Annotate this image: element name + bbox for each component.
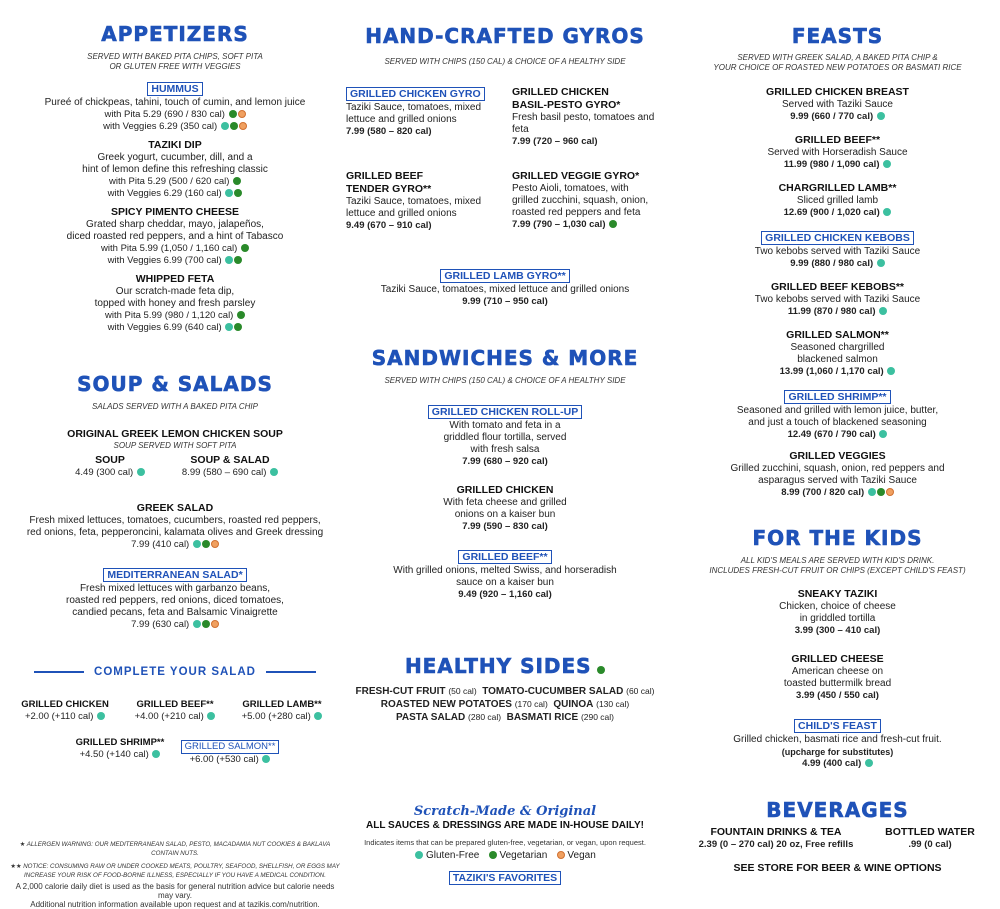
feast-beef-kebobs-desc: Two kebobs served with Taziki Sauce [754,294,921,305]
whipped-feta-name: WHIPPED FETA [135,273,215,285]
legend-v: Vegetarian [499,850,548,861]
addon-chicken-name: GRILLED CHICKEN [21,699,109,710]
soup-salads-title: SOUP & SALADS [77,372,273,396]
gyro-veggie-desc: Pesto Aioli, tomatoes, with [512,183,629,194]
rollup-desc-3: with fresh salsa [470,444,540,455]
med-salad-desc-3: candied pecans, feta and Balsamic Vinaigrette [72,607,278,618]
sandwiches-title: SANDWICHES & MORE [371,346,639,370]
scratch-script: Scratch-Made & Original [413,804,597,819]
gluten-free-icon [221,122,229,130]
vegetarian-icon [234,256,242,264]
kids-feast-desc: Grilled chicken, basmati rice and fresh-cut fruit. [733,734,942,745]
soup-salads-section [10,372,340,631]
gyro-pesto-name: GRILLED CHICKEN [512,86,609,98]
beverages-section [680,798,995,874]
pimento-name: SPICY PIMENTO CHEESE [111,206,239,218]
side-fruit: FRESH-CUT FRUIT [355,686,446,697]
kids-subtitle-2: INCLUDES FRESH-CUT FRUIT OR CHIPS (EXCEPT CHILD'S FEAST) [709,566,966,575]
soup-salad-price: 8.99 (580 – 690 cal) [181,467,267,478]
side-potatoes-cal: (170 cal) [514,699,548,709]
vegetarian-icon [597,666,605,674]
pimento-desc-2: diced roasted red peppers, and a hint of Tabasco [66,231,284,242]
soup-price: 4.49 (300 cal) [75,467,134,478]
whipped-feta-desc: Our scratch-made feta dip, [115,286,235,297]
healthy-sides-title: HEALTHY SIDES [404,654,592,678]
sandwich-beef-price: 9.49 (920 – 1,160 cal) [458,589,552,600]
gluten-free-icon [415,851,423,859]
gluten-free-icon [877,259,885,267]
kids-sneaky-desc: Chicken, choice of cheese [779,601,896,612]
gyro-veggie [512,170,672,231]
greek-salad-desc-2: red onions, feta, pepperoncini, kalamata olives and Greek dressing [26,527,324,538]
gluten-free-icon [207,712,215,720]
gyro-beef-desc: Taziki Sauce, tomatoes, mixed [346,196,482,207]
feta-price-veggies: with Veggies 6.99 (640 cal) [107,322,222,333]
gyro-veggie-name: GRILLED VEGGIE GYRO* [512,170,640,182]
addon-shrimp-price: +4.50 (+140 cal) [79,749,149,760]
feast-veggies-desc-2: asparagus served with Taziki Sauce [758,475,917,486]
gyro-beef-name: GRILLED BEEF [346,170,424,182]
feast-kebobs-price: 9.99 (880 / 980 cal) [790,258,874,269]
gyro-veggie-desc-3: roasted red peppers and feta [512,207,641,218]
vegan-icon [211,620,219,628]
taziki-dip-desc-2: hint of lemon define this refreshing classic [82,164,268,175]
water-price: .99 (0 cal) [908,839,952,850]
kids-sneaky-name: SNEAKY TAZIKI [797,588,878,600]
healthy-sides-section [340,654,670,724]
kids-title: FOR THE KIDS [752,526,923,550]
greek-salad-desc: Fresh mixed lettuces, tomatoes, cucumbers, roasted red peppers, [29,515,321,526]
appetizers-title: APPETIZERS [101,22,249,46]
feast-salmon-desc-2: blackened salmon [797,354,878,365]
kids-cheese-desc: American cheese on [791,666,884,677]
feast-beef-price: 11.99 (980 / 1,090 cal) [783,159,880,170]
feasts-subtitle-2: YOUR CHOICE OF ROASTED NEW POTATOES OR BASMATI RICE [713,63,962,72]
gyro-veggie-price: 7.99 (790 – 1,030 cal) [512,219,606,230]
pimento-price-veggies: with Veggies 6.99 (700 cal) [107,255,222,266]
med-salad-desc: Fresh mixed lettuces with garbanzo beans, [79,583,271,594]
hummus-name: HUMMUS [147,82,202,96]
feast-beef-kebobs-price: 11.99 (870 / 980 cal) [787,306,876,317]
gyro-chicken-name: GRILLED CHICKEN GYRO [346,87,485,101]
notice-note: ★★ NOTICE: CONSUMING RAW OR UNDER COOKED MEATS, POULTRY, SEAFOOD, SHELLFISH, OR EGGS MAY [10,863,340,870]
notice-note-2: INCREASE YOUR RISK OF FOOD-BORNE ILLNESS, ESPECIALLY IF YOU HAVE A MEDICAL CONDITION. [24,872,326,879]
fountain-name: FOUNTAIN DRINKS & TEA [710,826,842,838]
addon-salmon-name: GRILLED SALMON** [181,740,280,754]
feast-lamb-desc: Sliced grilled lamb [796,195,879,206]
kids-cheese-name: GRILLED CHEESE [791,653,884,665]
gyro-veggie-desc-2: grilled zucchini, squash, onion, [512,195,649,206]
lemon-soup-sub: SOUP SERVED WITH SOFT PITA [113,441,237,450]
gyro-lamb-name: GRILLED LAMB GYRO** [440,269,569,283]
scratch-line: ALL SAUCES & DRESSINGS ARE MADE IN-HOUSE DAILY! [366,820,644,831]
sandwiches-subtitle: SERVED WITH CHIPS (150 CAL) & CHOICE OF A HEALTHY SIDE [384,376,626,385]
gyro-chicken-desc-2: lettuce and grilled onions [346,114,457,125]
feast-beef-name: GRILLED BEEF** [794,134,881,146]
feta-price-pita: with Pita 5.99 (980 / 1,120 cal) [105,310,234,321]
gyro-beef [346,170,506,232]
gluten-free-icon [879,430,887,438]
feast-veggies-price: 8.99 (700 / 820 cal) [781,487,865,498]
legend-text: Indicates items that can be prepared gluten-free, vegetarian, or vegan, upon request. [364,838,646,847]
gyro-lamb-desc: Taziki Sauce, tomatoes, mixed lettuce and grilled onions [380,284,630,295]
feasts-section [680,24,995,499]
vegetarian-icon [234,323,242,331]
kids-sneaky-desc-2: in griddled tortilla [799,613,876,624]
vegan-icon [557,851,565,859]
gluten-free-icon [883,208,891,216]
feast-shrimp-price: 12.49 (670 / 790 cal) [787,429,876,440]
addon-lamb-price: +5.00 (+280 cal) [241,711,311,722]
feast-veggies-name: GRILLED VEGGIES [789,450,886,462]
rollup-desc: With tomato and feta in a [449,420,561,431]
side-tomato: TOMATO-CUCUMBER SALAD [482,686,624,697]
feast-salmon-price: 13.99 (1,060 / 1,170 cal) [779,366,884,377]
feasts-subtitle: SERVED WITH GREEK SALAD, A BAKED PITA CHIP & [737,53,938,62]
taziki-dip-name: TAZIKI DIP [148,139,202,151]
vegetarian-icon [233,177,241,185]
gluten-free-icon [865,759,873,767]
side-rice: BASMATI RICE [506,712,579,723]
vegetarian-icon [241,244,249,252]
gluten-free-icon [270,468,278,476]
gyro-beef-name-2: TENDER GYRO** [346,183,432,195]
gluten-free-icon [262,755,270,763]
gluten-free-icon [97,712,105,720]
pimento-price-pita: with Pita 5.99 (1,050 / 1,160 cal) [101,243,238,254]
gluten-free-icon [883,160,891,168]
feasts-title: FEASTS [791,24,884,48]
feast-veggies-desc: Grilled zucchini, squash, onion, red peppers and [730,463,945,474]
gluten-free-icon [193,540,201,548]
vegan-icon [886,488,894,496]
vegan-icon [211,540,219,548]
beverages-title: BEVERAGES [766,798,909,822]
vegetarian-icon [202,540,210,548]
feast-breast-desc: Served with Taziki Sauce [782,99,893,110]
feast-shrimp-name: GRILLED SHRIMP** [784,390,890,404]
vegetarian-icon [230,122,238,130]
vegetarian-icon [609,220,617,228]
vegetarian-icon [234,189,242,197]
appetizers-section [10,22,340,334]
addon-beef-name: GRILLED BEEF** [136,699,214,710]
addon-lamb-name: GRILLED LAMB** [242,699,322,710]
gyro-pesto [512,86,672,148]
side-pasta: PASTA SALAD [395,712,466,723]
rollup-desc-2: griddled flour tortilla, served [443,432,567,443]
gluten-free-icon [314,712,322,720]
sandwich-chicken-name: GRILLED CHICKEN [456,484,554,496]
footnotes [10,840,340,909]
gyros-title: HAND-CRAFTED GYROS [365,24,645,48]
addon-salmon-price: +6.00 (+530 cal) [189,754,259,765]
vegan-icon [238,110,246,118]
gluten-free-icon [225,189,233,197]
gyro-chicken [346,84,506,138]
sandwich-chicken-desc-2: onions on a kaiser bun [454,509,556,520]
fountain-price: 2.39 (0 – 270 cal) 20 oz, Free refills [698,839,854,850]
divider [34,671,84,673]
kids-sneaky-price: 3.99 (300 – 410 cal) [794,625,881,636]
legend-gf: Gluten-Free [425,850,480,861]
med-salad-name: MEDITERRANEAN SALAD* [103,568,246,582]
sandwich-chicken-desc: With feta cheese and grilled [443,497,567,508]
gyro-pesto-price: 7.99 (720 – 960 cal) [512,136,598,147]
soup-label: SOUP [95,454,125,466]
gyro-lamb [340,266,670,308]
hummus-desc: Pureé of chickpeas, tahini, touch of cumin, and lemon juice [44,97,306,108]
greek-salad-name: GREEK SALAD [136,502,214,514]
sandwich-beef-name: GRILLED BEEF** [458,550,551,564]
appetizers-subtitle-2: OR GLUTEN FREE WITH VEGGIES [109,62,241,71]
taziki-dip-desc: Greek yogurt, cucumber, dill, and a [97,152,253,163]
complete-salad-title: COMPLETE YOUR SALAD [94,666,256,678]
kids-cheese-desc-2: toasted buttermilk bread [783,678,892,689]
gyro-beef-price: 9.49 (670 – 910 cal) [346,220,432,231]
vegan-icon [239,122,247,130]
hummus-price-veggies: with Veggies 6.29 (350 cal) [103,121,218,132]
gyro-beef-desc-2: lettuce and grilled onions [346,208,457,219]
sandwich-beef-desc: With grilled onions, melted Swiss, and horseradish [393,565,617,576]
feast-breast-name: GRILLED CHICKEN BREAST [766,86,909,98]
taziki-price-veggies: with Veggies 6.29 (160 cal) [107,188,222,199]
taziki-price-pita: with Pita 5.29 (500 / 620 cal) [108,176,230,187]
gluten-free-icon [887,367,895,375]
legend-vg: Vegan [567,850,596,861]
favorites-badge: TAZIKI'S FAVORITES [449,871,561,885]
allergen-note: ★ ALLERGEN WARNING: OUR MEDITERRANEAN SALAD, PESTO, MACADAMIA NUT COOKIES & BAKLAVA CONTAIN NUTS. [19,841,331,857]
gluten-free-icon [868,488,876,496]
kids-cheese-price: 3.99 (450 / 550 cal) [796,690,879,701]
feast-breast-price: 9.99 (660 / 770 cal) [790,111,874,122]
feast-beef-kebobs-name: GRILLED BEEF KEBOBS** [770,281,904,293]
gluten-free-icon [225,256,233,264]
appetizers-subtitle: SERVED WITH BAKED PITA CHIPS, SOFT PITA [87,52,263,61]
gyro-chicken-price: 7.99 (580 – 820 cal) [346,126,432,137]
side-fruit-cal: (50 cal) [448,686,477,696]
water-name: BOTTLED WATER [885,826,975,838]
feast-kebobs-name: GRILLED CHICKEN KEBOBS [761,231,914,245]
feast-lamb-price: 12.69 (900 / 1,020 cal) [783,207,880,218]
gyro-lamb-price: 9.99 (710 – 950 cal) [462,296,548,307]
gluten-free-icon [225,323,233,331]
kids-feast-note: (upcharge for substitutes) [781,747,894,757]
sandwich-chicken-price: 7.99 (590 – 830 cal) [462,521,548,532]
complete-salad-section [10,666,340,765]
addon-chicken-price: +2.00 (+110 cal) [24,711,94,722]
gyro-pesto-name-2: BASIL-PESTO GYRO* [512,99,621,111]
vegetarian-icon [229,110,237,118]
soup-salads-subtitle: SALADS SERVED WITH A BAKED PITA CHIP [92,402,258,411]
side-tomato-cal: (60 cal) [626,686,655,696]
side-rice-cal: (290 cal) [580,712,615,722]
hummus-price-pita: with Pita 5.29 (690 / 830 cal) [104,109,225,120]
nutrition-note: Additional nutrition information available upon request and at tazikis.com/nutrition. [30,900,320,909]
vegetarian-icon [489,851,497,859]
lemon-soup-name: ORIGINAL GREEK LEMON CHICKEN SOUP [67,428,283,440]
side-quinoa-cal: (130 cal) [596,699,630,709]
feast-salmon-desc: Seasoned chargrilled [790,342,885,353]
feast-shrimp-desc-2: and just a touch of blackened seasoning [748,417,927,428]
vegetarian-icon [202,620,210,628]
gluten-free-icon [137,468,145,476]
divider [266,671,316,673]
kids-feast-name: CHILD'S FEAST [794,719,881,733]
calorie-note: A 2,000 calorie daily diet is used as the basis for general nutrition advice but calorie needs may vary. [15,882,335,900]
feast-lamb-name: CHARGRILLED LAMB** [778,182,897,194]
gyros-section [340,24,670,67]
gyros-subtitle: SERVED WITH CHIPS (150 CAL) & CHOICE OF A HEALTHY SIDE [384,57,626,66]
vegetarian-icon [877,488,885,496]
gluten-free-icon [879,307,887,315]
rollup-price: 7.99 (680 – 920 cal) [462,456,548,467]
feast-salmon-name: GRILLED SALMON** [786,329,889,341]
vegetarian-icon [237,311,245,319]
whipped-feta-desc-2: topped with honey and fresh parsley [94,298,256,309]
feast-shrimp-desc: Seasoned and grilled with lemon juice, butter, [736,405,939,416]
beer-wine-note: SEE STORE FOR BEER & WINE OPTIONS [733,862,942,874]
med-salad-desc-2: roasted red peppers, red onions, diced tomatoes, [66,595,284,606]
side-pasta-cal: (280 cal) [468,712,502,722]
gyro-pesto-desc: Fresh basil pesto, tomatoes and feta [512,112,655,135]
gluten-free-icon [152,750,160,758]
pimento-desc: Grated sharp cheddar, mayo, jalapeños, [86,219,264,230]
greek-salad-price: 7.99 (410 cal) [131,539,190,550]
gluten-free-icon [193,620,201,628]
gluten-free-icon [877,112,885,120]
sandwich-beef-desc-2: sauce on a kaiser bun [456,577,554,588]
side-potatoes: ROASTED NEW POTATOES [380,699,512,710]
med-salad-price: 7.99 (630 cal) [131,619,190,630]
sandwiches-section [340,346,670,601]
scratch-section [340,804,670,886]
feast-beef-desc: Served with Horseradish Sauce [767,147,908,158]
soup-salad-label: SOUP & SALAD [190,454,270,466]
feast-kebobs-desc: Two kebobs served with Taziki Sauce [754,246,921,257]
side-quinoa: QUINOA [553,699,594,710]
gyro-chicken-desc: Taziki Sauce, tomatoes, mixed [346,102,482,113]
addon-shrimp-name: GRILLED SHRIMP** [75,737,165,748]
kids-subtitle: ALL KID'S MEALS ARE SERVED WITH KID'S DRINK. [740,556,935,565]
addon-beef-price: +4.00 (+210 cal) [134,711,204,722]
kids-feast-price: 4.99 (400 cal) [802,758,862,769]
kids-section [680,526,995,770]
rollup-name: GRILLED CHICKEN ROLL-UP [428,405,582,419]
